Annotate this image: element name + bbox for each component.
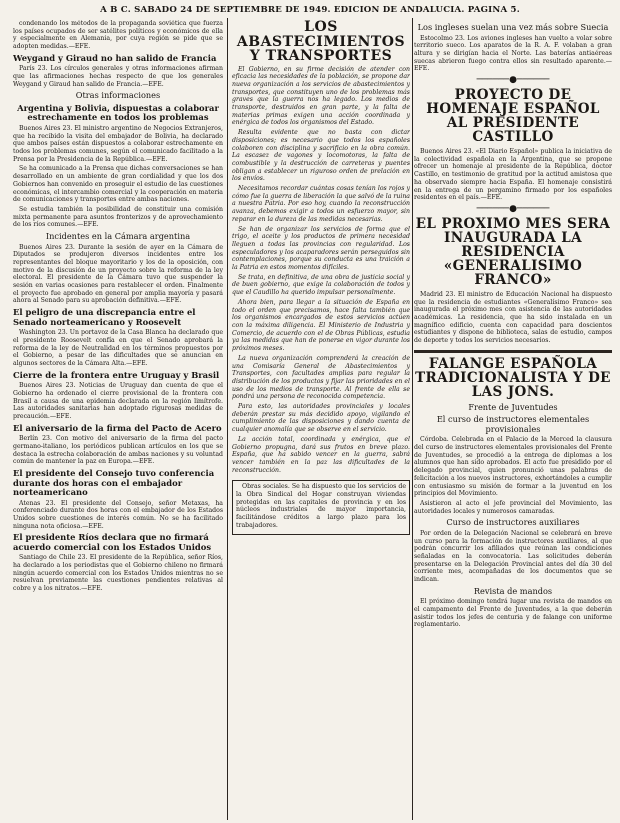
headline: Los ingleses suelan una vez más sobre Suecia: [417, 22, 609, 32]
editorial-text: Resulta evidente que no basta con dictar disposiciones; es necesario que todos los españoles colaboren con disciplina y sacrificio en la obra común. La escasez de vagones y locomotoras, la falta de combustible y la destrucción de carreteras y puentes obligan a establecer un riguroso orden de prelación en los envíos.: [232, 129, 410, 183]
editorial-text: Para esto, las autoridades provinciales y locales deberán prestar su más decidido apoyo, vigilando el cumplimiento de las disposiciones y dando cuenta de cualquier anomalía que se observe en el servicio.: [232, 403, 410, 434]
column-middle: [232, 20, 410, 820]
column-left: [13, 20, 223, 820]
section-heading: Frente de Juventudes: [468, 401, 558, 412]
section-title: FALANGE ESPAÑOLA TRADICIONALISTA Y DE LAS JONS.: [415, 355, 611, 400]
headline: Weygand y Giraud no han salido de Francia: [13, 52, 217, 63]
ornament: ──────●──────: [476, 203, 550, 214]
editorial-text: La acción total, coordinada y enérgica, que el Gobierno propugna, dará sus frutos en breve plazo. España, que ha sabido vencer en la guerra, sabrá vencer también en la paz las dificultades de la reconstrucción.: [232, 435, 410, 474]
divider: [414, 350, 612, 353]
article-text: Santiago de Chile 23. El presidente de la República, señor Ríos, ha declarado a los periodistas que el Gobierno chileno no firmará ningún acuerdo comercial con los Estados Unidos mientras no se resuelvan previamente las cuestiones pendientes relativas al cobre y a los nitratos.—EFE.: [13, 554, 223, 593]
article-text: Buenos Aires 23. «El Diario Español» publica la iniciativa de la colectividad española en la Argentina, que se propone ofrecer un homenaje al presidente de la República, doctor Castillo, en testimonio de gratitud por la actitud amistosa que ha observado siempre hacia España. El homenaje consistirá en la entrega de un pergamino firmado por los españoles residentes en el país.—EFE.: [414, 148, 612, 202]
article-text: Buenos Aires 23. El ministro argentino de Negocios Extranjeros, que ha recibido la visita del embajador de Bolivia, ha declarado que ambos países están dispuestos a colaborar estrechamente en todos los problemas comunes, según el comunicado facilitado a la Prensa por la Presidencia de la República.—EFE.: [13, 124, 223, 163]
editorial-text: La nueva organización comprenderá la creación de una Comisaría General de Abastecimientos y Transportes, con facultades amplias para regular la distribución de los productos y fijar las prioridades en el uso de los medios de transporte. Al frente de ella se pondrá una persona de reconocida competencia.: [232, 354, 410, 401]
ornament: ──────●──────: [476, 75, 550, 86]
headline: El curso de instructores elementales provisionales: [436, 414, 590, 434]
column-right: [414, 20, 612, 820]
article-text: Berlín 23. Con motivo del aniversario de la firma del pacto germano-italiano, los periódicos publican artículos en los que se destaca la estrecha colaboración de ambas naciones y su voluntad común de mantener la paz en Europa.—EFE.: [13, 435, 223, 466]
headline-large: PROYECTO DE HOMENAJE ESPAÑOL AL PRESIDENTE CASTILLO: [426, 87, 600, 146]
article-text: Washington 23. Un portavoz de la Casa Blanca ha declarado que el presidente Roosevelt confía en que el Senado aprobará la reforma de la ley de Neutralidad en los términos propuestos por el Gobierno, a pesar de las dificultades que se anuncian en algunos sectores de la Cámara Alta.—EFE.: [13, 329, 223, 367]
article-text: Se ha comunicado a la Prensa que dichas conversaciones se han desarrollado en un ambiente de gran cordialidad y que los dos Gobiernos han convenido en proseguir el estudio de las cuestiones económicas, el intercambio comercial y la cooperación en materia de comunicaciones y transportes entre ambas naciones.: [13, 165, 223, 204]
editorial-text: Ahora bien, para llegar a la situación de España en todo el orden que precisamos, hace falta también que los organismos encargados de estos servicios actúen con la máxima diligencia. El Ministerio de Industria y Comercio, de acuerdo con el de Obras Públicas, estudia ya las medidas que han de ponerse en vigor durante los próximos meses.: [232, 298, 410, 353]
headline: El presidente Ríos declara que no firmará acuerdo comercial con los Estados Unidos: [13, 532, 212, 552]
column-rule: [227, 18, 228, 820]
headline: El presidente del Consejo tuvo conferencia durante dos horas con el embajador norteamericano: [13, 468, 215, 498]
headline: Revista de mandos: [473, 585, 553, 596]
editorial-text: El Gobierno, en su firme decisión de atender con eficacia las necesidades de la población, se propone dar nueva organización a los servicios de abastecimientos y transportes, que constituyen uno de los problemas más graves que la guerra nos ha legado. Los medios de transporte, destruidos en gran parte, y la falta de materias primas exigen una acción coordinada y enérgica de todos los organismos del Estado.: [232, 65, 410, 127]
article-text: París 23. Los círculos generales y otras informaciones afirman que las afirmaciones hechas respecto de que los generales Weygand y Giraud han salido de Francia.—EFE.: [13, 65, 223, 88]
headline-large: EL PROXIMO MES SERA INAUGURADA LA RESIDENCIA «GENERALISIMO FRANCO»: [415, 215, 611, 288]
editorial-text: Se trata, en definitiva, de una obra de justicia social y de buen gobierno, que exige la colaboración de todos y que el Caudillo ha querido impulsar personalmente.: [232, 273, 410, 297]
editorial-text: Necesitamos recordar cuántas cosas tenían los rojos y cómo fue la guerra de liberación la que salvó de la ruina a nuestra Patria. Por eso hoy, cuando la reconstrucción avanza, debemos exigir a todos un esfuerzo mayor, sin reparar en la dureza de las medidas necesarias.: [232, 185, 410, 223]
article-text: Córdoba. Celebrada en el Palacio de la Merced la clausura del curso de instructores elementales provisionales del Frente de Juventudes, se procedió a la entrega de diplomas a los alumnos que han sido aprobados. El acto fue presidido por el delegado provincial, quien pronunció unas palabras de felicitación a los nuevos instructores, exhortándoles a cumplir con entusiasmo su misión de formar a la juventud en los principios del Movimiento.: [414, 436, 612, 498]
notice-text: Obras sociales. Se ha dispuesto que los servicios de la Obra Sindical del Hogar construyan viviendas protegidas en las capitales de provincia y en los núcleos industriales de mayor importancia, facilitándose créditos a largo plazo para los trabajadores.: [236, 483, 406, 529]
headline: El peligro de una discrepancia entre el Senado norteamericano y Roosevelt: [13, 307, 196, 327]
editorial-text: Se han de organizar los servicios de forma que el trigo, el aceite y los productos de primera necesidad lleguen a todas las provincias con regularidad. Los especuladores y los acaparadores serán perseguidos sin contemplaciones, porque su conducta es una traición a la Patria en estos momentos difíciles.: [232, 225, 410, 272]
article-text: Por orden de la Delegación Nacional se celebrará en breve un curso para la formación de instructores auxiliares, al que podrán concurrir los afiliados que reúnan las condiciones señaladas en la convocatoria. Las solicitudes deberán presentarse en la Delegación Provincial antes del día 30 del corriente mes, acompañadas de los documentos que se indican.: [414, 529, 612, 584]
page-header: A B C. SABADO 24 DE SEPTIEMBRE DE 1949. EDICION DE ANDALUCIA. PAGINA 5.: [100, 5, 520, 15]
editorial-title: LOS ABASTECIMIENTOS Y TRANSPORTES: [236, 20, 406, 64]
article-text: Atenas 23. El presidente del Consejo, señor Metaxas, ha conferenciado durante dos horas con el embajador de los Estados Unidos sobre cuestiones de interés común. No se ha facilitado ninguna nota oficiosa.—EFE.: [13, 499, 223, 530]
article-text: El próximo domingo tendrá lugar una revista de mandos en el campamento del Frente de Juventudes, a la que deberán asistir todos los jefes de centuria y de falange con uniforme reglamentario.: [414, 598, 612, 629]
notice-box: [232, 480, 410, 534]
article-text: condenando los métodos de la propaganda soviética que fuerza los países ocupados de ser satélites políticos y económicos de ella y especialmente en Alemania, por cuya región se pide que se adopten medidas.—EFE.: [13, 20, 223, 51]
article-text: Estocolmo 23. Los aviones ingleses han vuelto a volar sobre territorio sueco. Los aparatos de la R. A. F. volaban a gran altura y se dirigían hacia el Norte. Las baterías antiaéreas suecas abrieron fuego contra ellos sin resultado aparente.—EFE.: [414, 34, 612, 73]
headline: El aniversario de la firma del Pacto de Acero: [13, 422, 222, 433]
section-heading: Otras informaciones: [75, 90, 161, 101]
headline: Cierre de la frontera entre Uruguay y Brasil: [13, 369, 220, 380]
article-text: Se estudia también la posibilidad de constituir una comisión mixta permanente para asuntos fronterizos y de aprovechamiento de los ríos comunes.—EFE.: [13, 205, 223, 229]
column-rule: [412, 18, 413, 820]
article-text: Buenos Aires 23. Noticias de Uruguay dan cuenta de que el Gobierno ha ordenado el cierre provisional de la frontera con Brasil a causa de una epidemia declarada en la región limítrofe. Las autoridades sanitarias han adoptado rigurosas medidas de precaución.—EFE.: [13, 382, 223, 421]
headline: Incidentes en la Cámara argentina: [45, 231, 191, 242]
headline: Argentina y Bolivia, dispuestas a colaborar estrechamente en todos los problemas: [17, 102, 219, 123]
headline: Curso de instructores auxiliares: [446, 517, 580, 528]
article-text: Buenos Aires 23. Durante la sesión de ayer en la Cámara de Diputados se produjeron diversos incidentes entre los representantes del bloque mayoritario y los de la oposición, con motivo de la discusión de un proyecto sobre la reforma de la ley electoral. El presidente de la Cámara tuvo que suspender la sesión en varias ocasiones para restablecer el orden. Finalmente el proyecto fue aprobado en general por amplia mayoría y pasará ahora al Senado para su aprobación definitiva.—EFE.: [13, 243, 223, 305]
article-text: Madrid 23. El ministro de Educación Nacional ha dispuesto que la residencia de estudiantes «Generalísimo Franco» sea inaugurada el próximo mes con asistencia de las autoridades académicas. La residencia, que ha sido instalada en un magnífico edificio, cuenta con capacidad para doscientos estudiantes y dispone de biblioteca, salas de estudio, campos de deporte y todos los servicios necesarios.: [414, 290, 612, 345]
article-text: Asistieron al acto el jefe provincial del Movimiento, las autoridades locales y numerosos camaradas.: [414, 499, 612, 515]
